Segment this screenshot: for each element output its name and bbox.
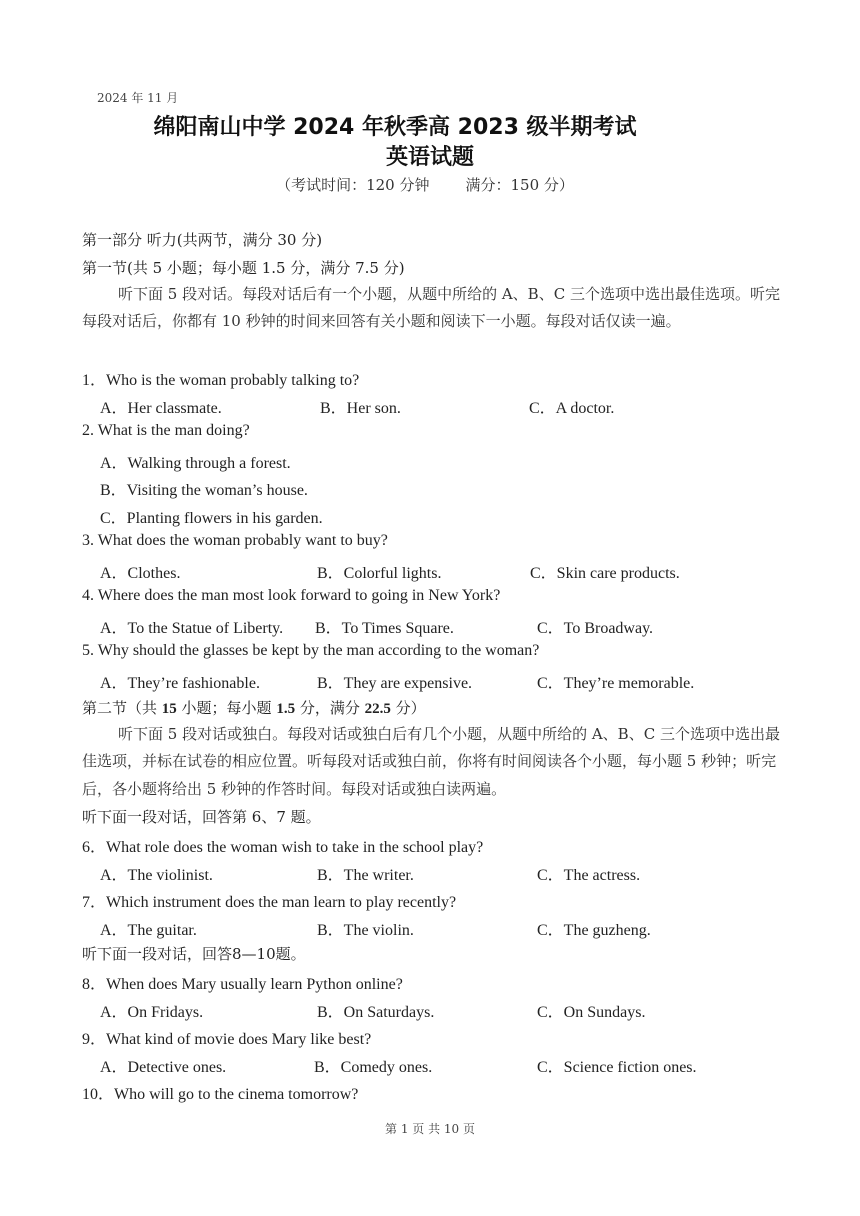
- question-1: 1．Who is the woman probably talking to?: [82, 372, 360, 389]
- exam-subject: 英语试题: [385, 145, 474, 170]
- question-8: 8．When does Mary usually learn Python online?: [82, 976, 403, 993]
- cue-6-7: 听下面一段对话，回答第 6、7 题。: [82, 808, 321, 826]
- question-10: 10．Who will go to the cinema tomorrow?: [82, 1086, 359, 1103]
- q4-option-b: B．To Times Square.: [315, 620, 454, 637]
- exam-score: 满分：150 分）: [465, 176, 574, 194]
- exam-meta: [0, 174, 850, 195]
- q6-option-a: A．The violinist.: [100, 867, 213, 884]
- q2-option-a: A．Walking through a forest.: [100, 455, 291, 472]
- page-footer: 第 1 页 共 10 页: [385, 1122, 475, 1136]
- q6-option-b: B．The writer.: [317, 867, 414, 884]
- q6-option-c: C．The actress.: [537, 867, 641, 884]
- q7-option-c: C．The guzheng.: [537, 922, 651, 939]
- exam-date: 2024 年 11 月: [97, 91, 179, 105]
- q5-option-b: B．They are expensive.: [317, 675, 473, 692]
- q8-option-c: C．On Sundays.: [537, 1004, 646, 1021]
- section2-title: 第二节（共 15 小题；每小题 1.5 分，满分 22.5 分）: [82, 699, 426, 717]
- section1-title: 第一节(共 5 小题；每小题 1.5 分，满分 7.5 分): [82, 259, 405, 277]
- q9-option-a: A．Detective ones.: [100, 1059, 227, 1076]
- question-3: 3. What does the woman probably want to buy?: [82, 532, 388, 549]
- q4-option-a: A．To the Statue of Liberty.: [100, 620, 284, 637]
- section2-instructions: 听下面 5 段对话或独白。每段对话或独白后有几个小题，从题中所给的 A、B、C 三个选项中选出最佳选项，并标在试卷的相应位置。听每段对话或独白前，你将有时间阅读各个小题，每小题 5 秒钟；听完后，各小题将给出 5 秒钟的作答时间。每段对话或独白读两遍。: [82, 725, 780, 798]
- exam-title: 绵阳南山中学 2024 年秋季高 2023 级半期考试: [153, 115, 637, 140]
- q7-option-a: A．The guitar.: [100, 922, 197, 939]
- question-9: 9．What kind of movie does Mary like best?: [82, 1031, 372, 1048]
- q9-option-c: C．Science fiction ones.: [537, 1059, 697, 1076]
- q5-option-a: A．They’re fashionable.: [100, 675, 260, 692]
- q4-option-c: C．To Broadway.: [537, 620, 654, 637]
- q1-option-b: B．Her son.: [320, 400, 401, 417]
- q1-option-a: A．Her classmate.: [100, 400, 222, 417]
- part1-title: 第一部分 听力(共两节，满分 30 分): [82, 231, 323, 249]
- q8-option-b: B．On Saturdays.: [317, 1004, 435, 1021]
- question-4: 4. Where does the man most look forward to going in New York?: [82, 587, 501, 604]
- section1-instructions: 听下面 5 段对话。每段对话后有一个小题，从题中所给的 A、B、C 三个选项中选出最佳选项。听完每段对话后，你都有 10 秒钟的时间来回答有关小题和阅读下一小题。每段对话仅读一遍。: [82, 285, 780, 331]
- q3-option-a: A．Clothes.: [100, 565, 181, 582]
- exam-time: （考试时间：120 分钟: [276, 176, 430, 194]
- q5-option-c: C．They’re memorable.: [537, 675, 695, 692]
- question-6: 6．What role does the woman wish to take in the school play?: [82, 839, 484, 856]
- question-7: 7．Which instrument does the man learn to play recently?: [82, 894, 457, 911]
- q2-option-c: C．Planting flowers in his garden.: [100, 510, 323, 527]
- question-2: 2. What is the man doing?: [82, 422, 250, 439]
- q9-option-b: B．Comedy ones.: [314, 1059, 433, 1076]
- cue-8-10: 听下面一段对话，回答8—10题。: [82, 945, 306, 963]
- q3-option-b: B．Colorful lights.: [317, 565, 442, 582]
- q7-option-b: B．The violin.: [317, 922, 414, 939]
- q8-option-a: A．On Fridays.: [100, 1004, 204, 1021]
- q3-option-c: C．Skin care products.: [530, 565, 680, 582]
- question-5: 5. Why should the glasses be kept by the man according to the woman?: [82, 642, 540, 659]
- q1-option-c: C．A doctor.: [529, 400, 615, 417]
- q2-option-b: B．Visiting the woman’s house.: [100, 482, 308, 499]
